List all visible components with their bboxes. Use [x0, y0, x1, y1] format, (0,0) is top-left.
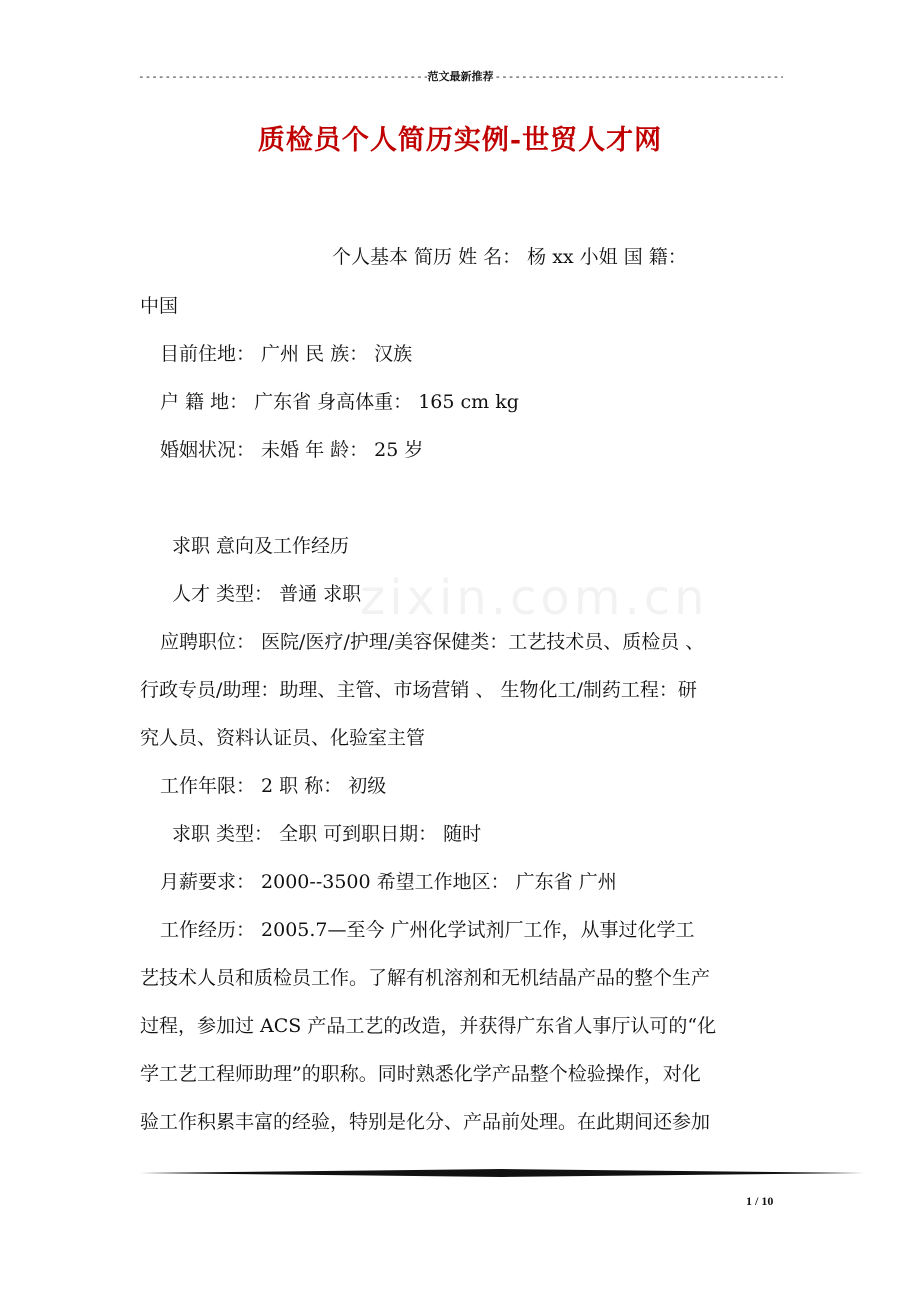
- text-line: 应聘职位： 医院/医疗/护理/美容保健类：工艺技术员、质检员 、: [160, 631, 705, 653]
- text-line: 婚姻状况： 未婚 年 龄： 25 岁: [160, 439, 424, 461]
- page-header: [138, 68, 783, 84]
- text-line: 艺技术人员和质检员工作。了解有机溶剂和无机结晶产品的整个生产: [140, 967, 711, 989]
- text-line: 求职 类型： 全职 可到职日期： 随时: [172, 823, 482, 845]
- header-label: 范文最新推荐: [427, 70, 494, 83]
- watermark: zixin.com.cn: [360, 570, 709, 626]
- header-dash-left: [138, 70, 427, 83]
- section-heading: 求职 意向及工作经历: [172, 535, 350, 557]
- text-line: 验工作积累丰富的经验，特别是化分、产品前处理。在此期间还参加: [140, 1111, 711, 1133]
- text-line: 行政专员/助理：助理、主管、市场营销 、 生物化工/制药工程：研: [140, 679, 697, 701]
- text-line: 工作年限： 2 职 称： 初级: [160, 775, 387, 797]
- text-line: 过程，参加过 ACS 产品工艺的改造，并获得广东省人事厅认可的“化: [140, 1015, 717, 1037]
- text-line: 工作经历： 2005.7—至今 广州化学试剂厂工作，从事过化学工: [160, 919, 695, 941]
- text-line: 学工艺工程师助理”的职称。同时熟悉化学产品整个检验操作，对化: [140, 1063, 701, 1085]
- header-dash-right: [495, 70, 784, 83]
- page-number: 1 / 10: [746, 1194, 774, 1208]
- text-line: 户 籍 地： 广东省 身高体重： 165 cm kg: [160, 391, 519, 413]
- text-line: 究人员、资料认证员、化验室主管: [140, 727, 426, 749]
- text-line: 中国: [140, 295, 179, 317]
- text-line: 人才 类型： 普通 求职: [172, 583, 362, 605]
- text-line: 月薪要求： 2000--3500 希望工作地区： 广东省 广州: [160, 871, 617, 893]
- document-title: 质检员个人简历实例-世贸人才网: [257, 125, 663, 156]
- text-line: 个人基本 简历 姓 名： 杨 xx 小姐 国 籍：: [332, 246, 687, 268]
- text-line: 目前住地： 广州 民 族： 汉族: [160, 343, 413, 365]
- footer-rule: [140, 1168, 864, 1178]
